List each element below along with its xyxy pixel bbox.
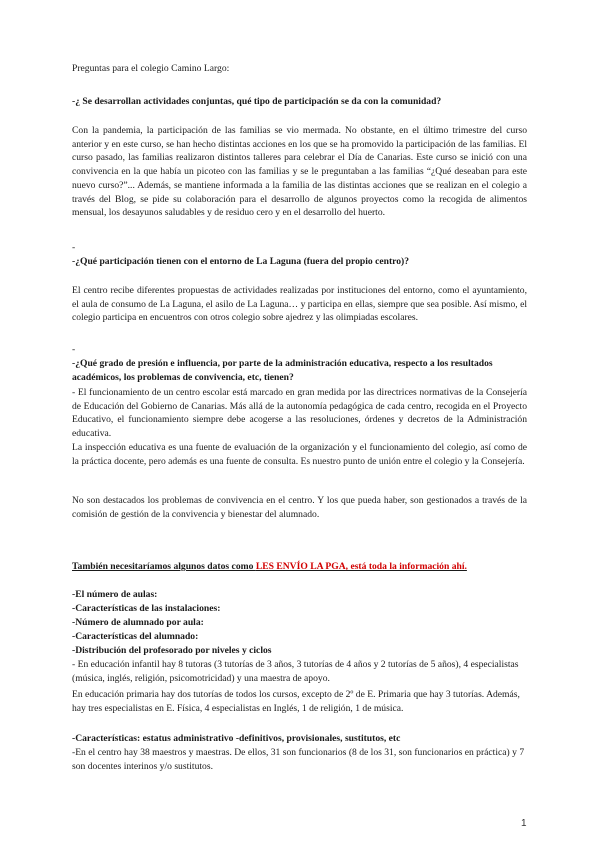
answer-1: Con la pandemia, la participación de las familias se vio mermada. No obstante, en el último trimestre del curso anterior y en este curso, se han hecho distintas acciones en los que se ha promovido la participación de las familias. El curso pasado, las familias realizaron distintos talleres para celebrar el Día de Canarias. Este curso se inició con una convivencia en la que había un picoteo con las familias y se le preguntaban a las familias “¿Qué deseaban para este nuevo curso?”... Además, se mantiene informada a la familia de las distintas acciones que se realizan en el colegio a través del Blog, se pide su colaboración para el desarrollo de algunos proyectos como la recogida de alimentos mensual, los desayunos saludables y de residuo cero y en el desarrollo del huerto. (72, 125, 527, 219)
page-number: 1 (521, 818, 527, 829)
data-request-text: También necesitaríamos algunos datos como (72, 561, 256, 572)
answer-3-normativa: - El funcionamiento de un centro escolar está marcado en gran medida por las directrices normativas de la Consejería de Educación del Gobierno de Canarias. Más allá de la autonomía pedagógica de cada centro, recogida en el Proyecto Educativo, el funcionamiento siempre debe acogerse a las resoluciones, órdenes y decretos de la Administración educativa. (72, 387, 527, 440)
question-4: -Características: estatus administrativo -definitivos, provisionales, sustitutos, etc (72, 733, 401, 744)
item-instalaciones: -Características de las instalaciones: (72, 603, 221, 614)
question-3: -¿Qué grado de presión e influencia, por parte de la administración educativa, respecto a los resultados académicos, los problemas de convivencia, etc, tienen? (72, 358, 493, 383)
item-alumnado-aula: -Número de alumnado por aula: (72, 617, 204, 628)
dash-separator: - (72, 344, 76, 355)
question-2: -¿Qué participación tienen con el entorno de La Laguna (fuera del propio centro)? (72, 256, 410, 267)
answer-4: -En el centro hay 38 maestros y maestras. De ellos, 31 son funcionarios (8 de los 31, son funcionarios en práctica) y 7 son docentes interinos y/o sustitutos. (72, 747, 525, 772)
answer-2: El centro recibe diferentes propuestas de actividades realizadas por instituciones del entorno, como el ayuntamiento, el aula de consumo de La Laguna, el asilo de La Laguna… y participa en ellas, siempre que sea posible. Así mismo, el colegio participa en encuentros con otros colegio sobre ajedrez y las olimpiadas escolares. (72, 285, 527, 324)
distribution-infantil: - En educación infantil hay 8 tutoras (3 tutorías de 3 años, 3 tutorías de 4 años y 2 tutorías de 5 años), 4 especialistas (música, inglés, religión, psicomotricidad) y una maestra de apoyo. (72, 659, 519, 684)
dash-separator: - (72, 242, 76, 253)
question-1: -¿ Se desarrollan actividades conjuntas, qué tipo de participación se da con la comunidad? (72, 96, 442, 107)
answer-3-inspeccion: La inspección educativa es una fuente de evaluación de la organización y el funcionamiento del colegio, así como de la práctica docente, pero además es una fuente de consulta. Es nuestro punto de unión entre el colegio y la Consejería. (72, 442, 527, 467)
distribution-primaria: En educación primaria hay dos tutorías de todos los cursos, excepto de 2º de E. Primaria que hay 3 tutorías. Además, hay tres especialistas en E. Física, 4 especialistas en Inglés, 1 de religión, 1 de música. (72, 689, 520, 714)
answer-3-convivencia: No son destacados los problemas de convivencia en el centro. Y los que pueda haber, son gestionados a través de la comisión de gestión de la convivencia y bienestar del alumnado. (72, 495, 527, 520)
data-request (72, 560, 527, 574)
data-request-note: LES ENVÍO LA PGA, está toda la información ahí. (255, 561, 467, 572)
document-heading: Preguntas para el colegio Camino Largo: (72, 63, 230, 74)
item-caracteristicas-alumnado: -Características del alumnado: (72, 631, 199, 642)
item-aulas: -El número de aulas: (72, 589, 158, 600)
item-distribucion-profesorado: -Distribución del profesorado por niveles y ciclos (72, 645, 272, 656)
